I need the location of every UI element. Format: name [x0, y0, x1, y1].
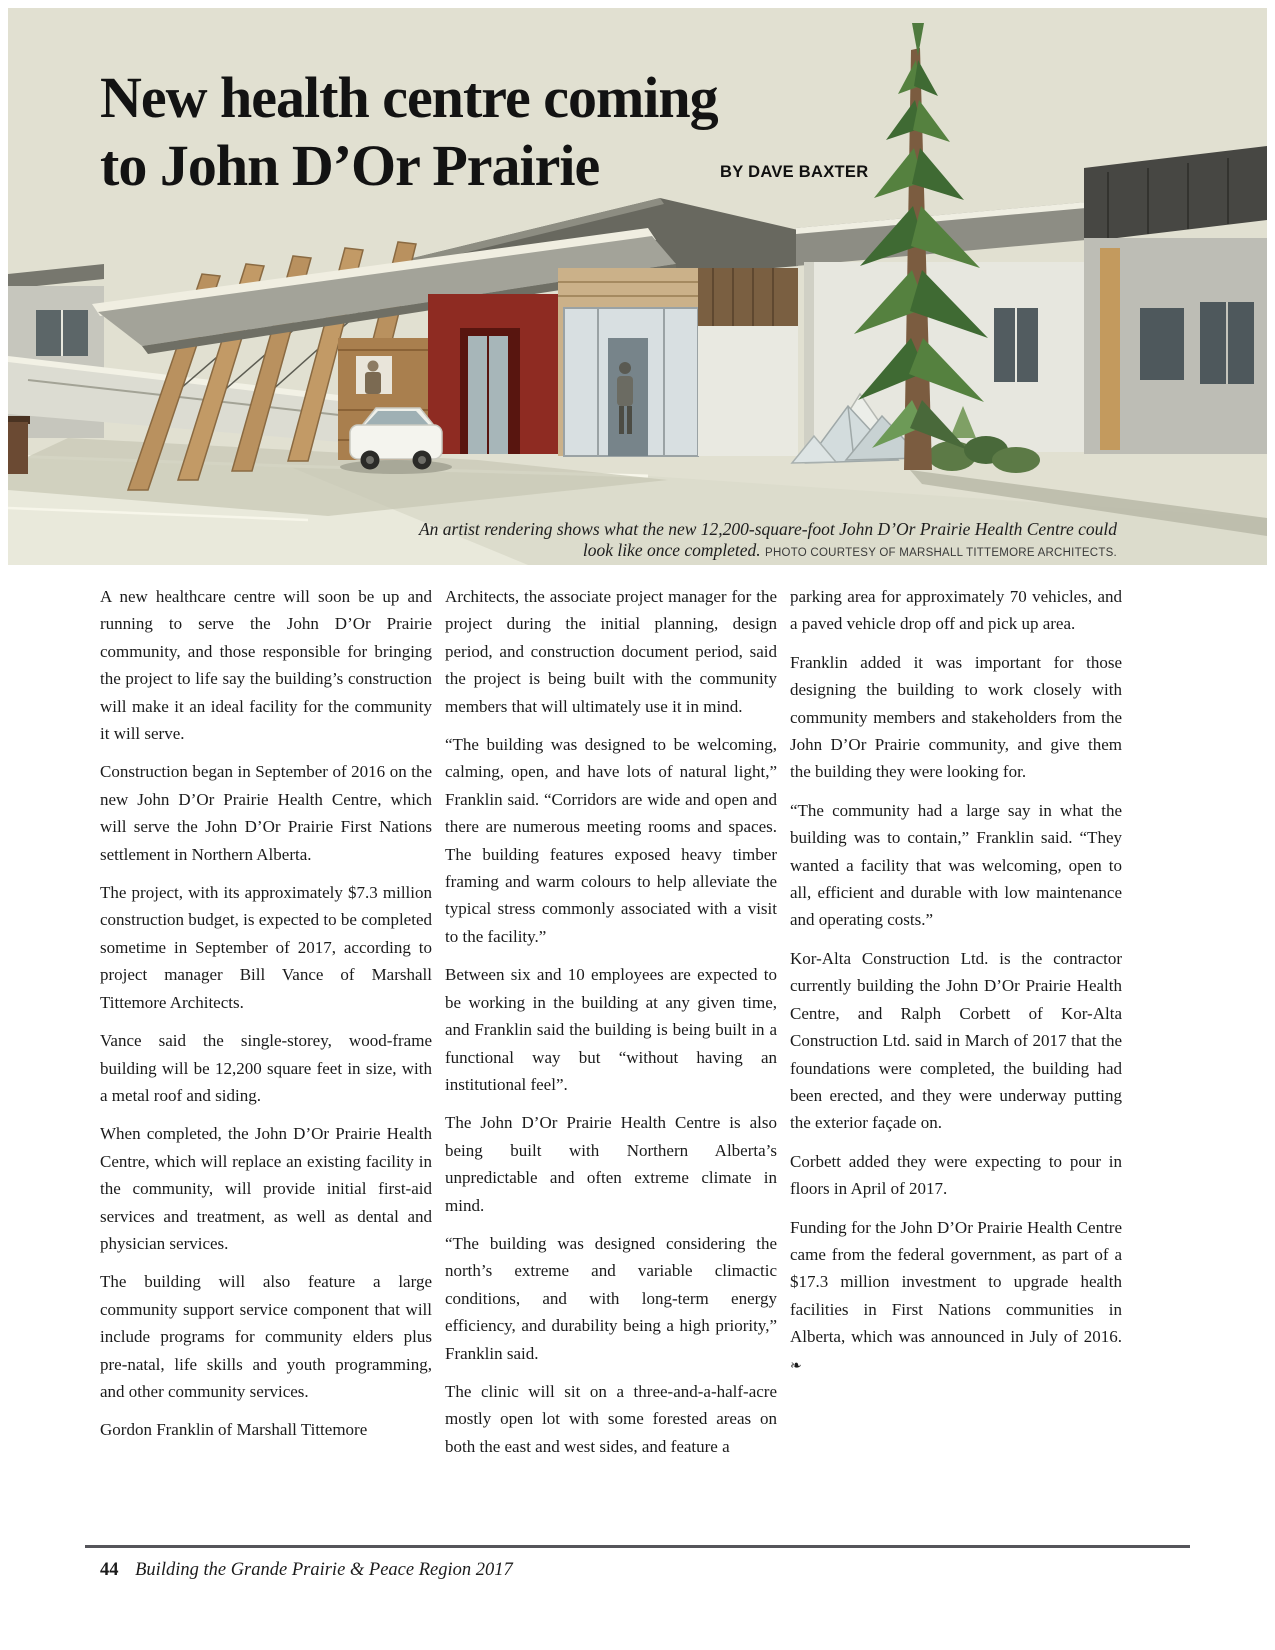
title-line-1: New health centre coming — [100, 65, 718, 130]
page-footer — [100, 1560, 513, 1581]
article-end-ornament-icon: ❧ — [790, 1358, 802, 1374]
paragraph-text: Funding for the John D’Or Prairie Health Centre came from the federal government, as part of a $17.3 million investment to upgrade health facilities in First Nations communities in Alberta, which was announced in July of 2016. — [790, 1217, 1122, 1347]
paragraph: The John D’Or Prairie Health Centre is also being built with Northern Alberta’s unpredictable and often extreme climate in mind. — [445, 1113, 777, 1215]
photo-caption — [417, 519, 1117, 564]
paragraph: Architects, the associate project manager for the project during the initial planning, design period, and construction document period, said the project is being built with the community members that will ultimately use it in mind. — [445, 587, 777, 716]
column-2 — [445, 583, 777, 1471]
paragraph: “The building was designed considering the north’s extreme and variable climactic conditions, and with long-term energy efficiency, and durability being a high priority,” Franklin said. — [445, 1233, 777, 1363]
paragraph: A new healthcare centre will soon be up and running to serve the John D’Or Prairie community, and those responsible for bringing the project to life say the building’s construction will make it an ideal facility for the community it will serve. — [100, 587, 432, 744]
paragraph: Kor-Alta Construction Ltd. is the contractor currently building the John D’Or Prairie Health Centre, and Ralph Corbett of Kor-Alta Construction Ltd. said in March of 2017 that the foundations were completed, the building had been erected, and they were underway putting the exterior façade on. — [790, 948, 1122, 1133]
signpost — [8, 416, 30, 474]
clinic-wing — [558, 268, 798, 456]
paragraph: Construction began in September of 2016 on the new John D’Or Prairie Health Centre, which will serve the John D’Or Prairie First Nations settlement in Northern Alberta. — [100, 762, 432, 864]
column-3 — [790, 583, 1122, 1471]
paragraph: Franklin added it was important for those designing the building to work closely with community members and stakeholders from the John D’Or Prairie community, and give them the building they were looking for. — [790, 652, 1122, 782]
hero-section — [8, 8, 1267, 565]
paragraph: The building will also feature a large community support service component that will include programs for community elders plus pre-natal, life skills and youth programming, and other community services. — [100, 1272, 432, 1401]
caption-text: An artist rendering shows what the new 12,200-square-foot John D’Or Prairie Health Centre could look like once completed. — [418, 519, 1117, 560]
paragraph: Gordon Franklin of Marshall Tittemore — [100, 1420, 368, 1440]
byline: BY DAVE BAXTER — [720, 163, 869, 181]
footer-rule — [85, 1545, 1190, 1548]
paragraph: “The community had a large say in what the building was to contain,” Franklin said. “They wanted a facility that was welcoming, open to all, efficient and durable with low maintenance and operating costs.” — [790, 800, 1122, 930]
publication-title: Building the Grande Prairie & Peace Region 2017 — [135, 1560, 513, 1580]
paragraph: The clinic will sit on a three-and-a-half-acre mostly open lot with some forested areas on both the east and west sides, and feature a — [445, 1381, 777, 1456]
page-number: 44 — [100, 1560, 119, 1580]
paragraph: parking area for approximately 70 vehicles, and a paved vehicle drop off and pick up area. — [790, 587, 1122, 634]
paragraph: Vance said the single-storey, wood-frame building will be 12,200 square feet in size, with a metal roof and siding. — [100, 1031, 432, 1105]
paragraph: The project, with its approximately $7.3 million construction budget, is expected to be completed sometime in September of 2017, according to project manager Bill Vance of Marshall Tittemore Architects. — [100, 883, 432, 1012]
title-line-2: to John D’Or Prairie — [100, 133, 600, 198]
paragraph — [790, 1214, 1122, 1380]
paragraph: “The building was designed to be welcoming, calming, open, and have lots of natural light,” Franklin said. “Corridors are wide and open and there are numerous meeting rooms and spaces. The building features exposed heavy timber framing and warm colours to help alleviate the typical stress commonly associated with a visit to the facility.” — [445, 735, 777, 946]
column-1 — [100, 583, 432, 1471]
paragraph: When completed, the John D’Or Prairie Health Centre, which will replace an existing facility in the community, will provide initial first-aid services and treatment, as well as dental and physician services. — [100, 1124, 432, 1253]
photo-credit: PHOTO COURTESY OF MARSHALL TITTEMORE ARCHITECTS. — [765, 547, 1117, 559]
paragraph: Between six and 10 employees are expected to be working in the building at any given time, and Franklin said the building is being built in a functional way but “without having an institutional feel”. — [445, 965, 777, 1094]
red-entry-wall — [428, 294, 558, 454]
paragraph: Corbett added they were expecting to pour in floors in April of 2017. — [790, 1151, 1122, 1199]
page-title — [100, 64, 718, 200]
article-body — [100, 583, 1122, 1471]
right-building — [1084, 146, 1267, 454]
